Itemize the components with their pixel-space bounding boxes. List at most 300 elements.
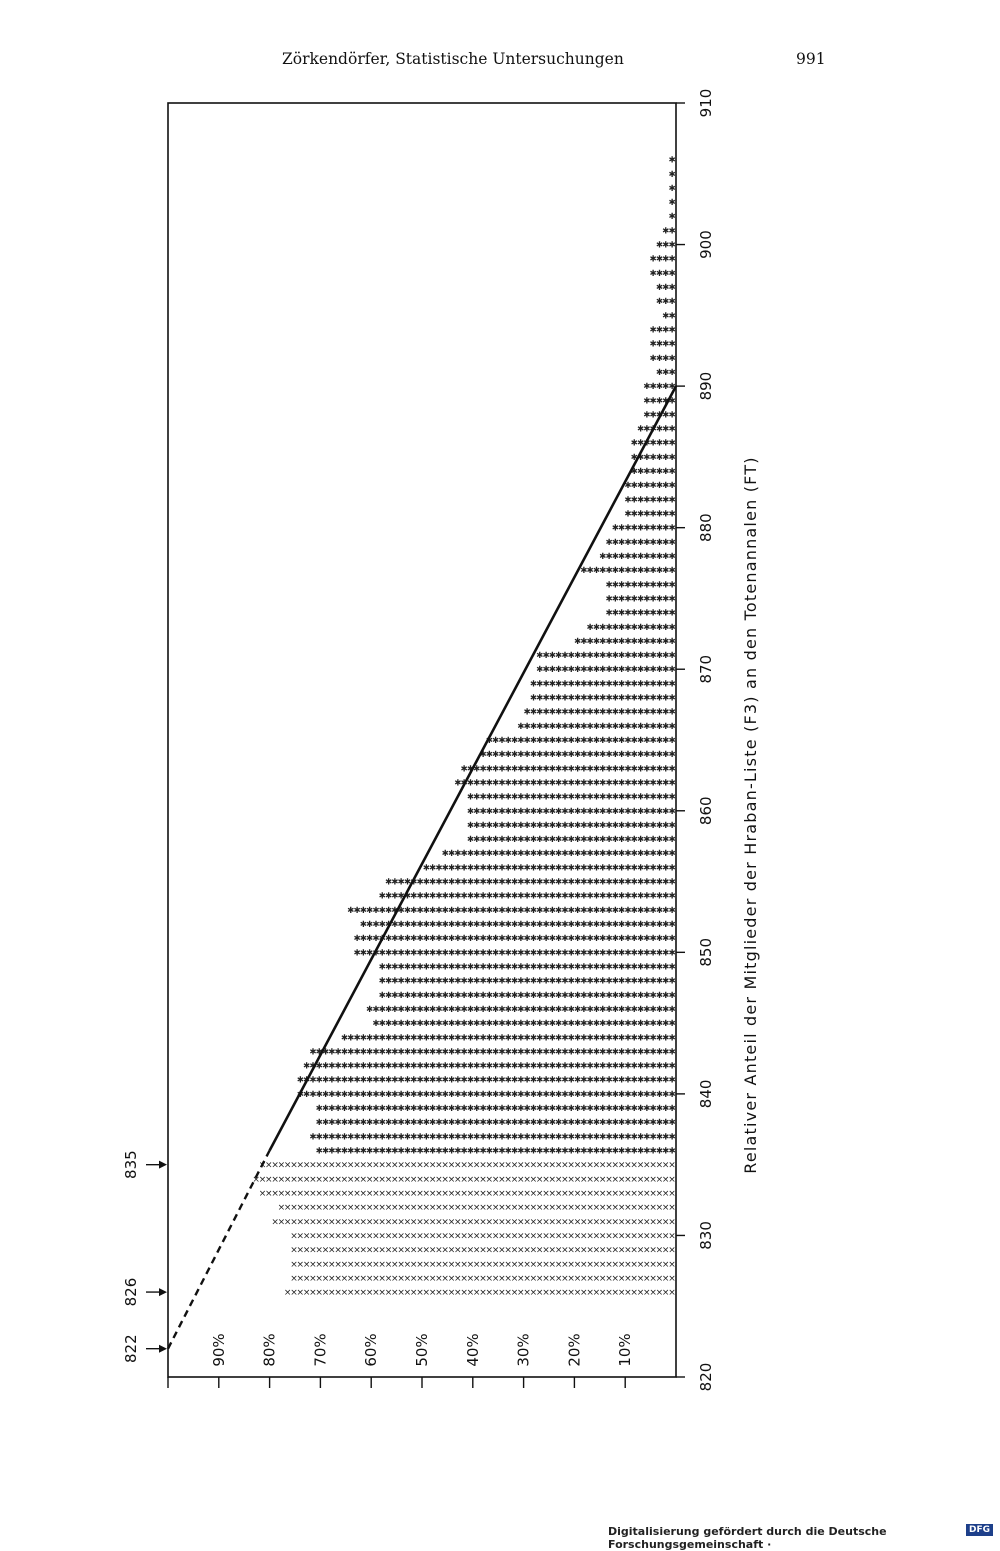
data-point-glyph: ✱	[668, 467, 676, 477]
data-point-glyph: ✱	[649, 467, 657, 477]
page-number: 991	[796, 50, 826, 68]
data-point-glyph: ×	[586, 1231, 594, 1242]
data-point-glyph: ✱	[592, 764, 600, 775]
data-point-glyph: ✱	[460, 1047, 468, 1058]
data-point-glyph: ✱	[529, 1033, 537, 1044]
data-point-glyph: ✱	[473, 1104, 481, 1114]
data-point-glyph: ✱	[649, 1132, 657, 1143]
data-point-glyph: ✱	[479, 1019, 487, 1030]
data-point-glyph: ✱	[592, 636, 600, 647]
data-point-glyph: ×	[668, 1203, 676, 1214]
data-point-glyph: ✱	[662, 679, 670, 690]
data-point-glyph: ✱	[479, 948, 487, 959]
year-tick-label: 880	[697, 513, 715, 542]
data-point-glyph: ✱	[422, 905, 430, 916]
data-point-glyph: ×	[435, 1174, 443, 1185]
data-point-glyph: ✱	[586, 990, 594, 1001]
data-point-glyph: ✱	[542, 1075, 550, 1086]
data-point-glyph: ✱	[662, 552, 670, 562]
data-point-glyph: ✱	[636, 820, 645, 831]
data-point-glyph: ✱	[624, 920, 632, 930]
data-point-glyph: ×	[321, 1189, 330, 1199]
data-point-glyph: ×	[334, 1259, 342, 1270]
data-point-glyph: ×	[315, 1273, 323, 1284]
data-point-glyph: ✱	[479, 920, 487, 930]
data-point-glyph: ×	[359, 1245, 368, 1256]
data-point-glyph: ×	[447, 1259, 456, 1270]
data-point-glyph: ×	[296, 1273, 305, 1284]
data-point-glyph: ✱	[321, 1132, 330, 1143]
data-point-glyph: ✱	[618, 580, 626, 591]
data-point-glyph: ✱	[353, 948, 361, 959]
data-point-glyph: ✱	[441, 849, 449, 860]
data-point-glyph: ×	[580, 1245, 588, 1256]
data-point-glyph: ×	[624, 1245, 632, 1256]
data-point-glyph: ✱	[397, 1019, 405, 1030]
data-point-glyph: ×	[353, 1259, 361, 1270]
data-point-glyph: ✱	[643, 424, 651, 435]
data-point-glyph: ×	[403, 1217, 412, 1228]
data-point-glyph: ✱	[580, 1033, 588, 1044]
data-point-glyph: ✱	[429, 990, 437, 1001]
data-point-glyph: ✱	[649, 580, 657, 591]
data-point-glyph: ✱	[636, 962, 645, 973]
data-point-glyph: ✱	[410, 1019, 418, 1030]
data-point-glyph: ×	[460, 1160, 468, 1171]
data-point-glyph: ✱	[498, 806, 506, 817]
data-point-glyph: ✱	[479, 750, 487, 761]
data-point-glyph: ✱	[662, 580, 670, 591]
data-point-glyph: ✱	[630, 1104, 638, 1114]
data-point-glyph: ✱	[523, 792, 531, 803]
data-point-glyph: ✱	[662, 920, 670, 930]
data-point-glyph: ✱	[391, 1061, 399, 1072]
data-point-glyph: ✱	[668, 537, 676, 548]
data-point-glyph: ✱	[479, 792, 487, 803]
data-point-glyph: ✱	[429, 891, 437, 902]
data-point-glyph: ×	[460, 1245, 468, 1256]
data-point-glyph: ×	[504, 1259, 512, 1270]
data-point-glyph: ✱	[555, 934, 563, 945]
data-point-glyph: ×	[592, 1245, 601, 1256]
data-point-glyph: ✱	[498, 962, 506, 973]
data-point-glyph: ✱	[649, 353, 657, 364]
data-point-glyph: ✱	[422, 877, 430, 888]
data-point-glyph: ✱	[567, 1061, 575, 1072]
data-point-glyph: ✱	[548, 778, 556, 789]
data-point-glyph: ✱	[517, 1075, 525, 1086]
data-point-glyph: ×	[498, 1217, 506, 1228]
data-point-glyph: ✱	[542, 1061, 550, 1072]
data-point-glyph: ✱	[649, 1005, 657, 1015]
data-point-glyph: ×	[561, 1288, 569, 1299]
data-point-glyph: ✱	[643, 1118, 651, 1129]
data-point-glyph: ✱	[548, 721, 556, 732]
data-point-glyph: ✱	[492, 1005, 500, 1015]
data-point-glyph: ✱	[643, 396, 651, 407]
data-point-glyph: ✱	[366, 1104, 374, 1114]
data-point-glyph: ✱	[668, 254, 676, 265]
data-point-glyph: ✱	[636, 863, 645, 874]
data-point-glyph: ✱	[353, 1089, 361, 1100]
data-point-glyph: ✱	[429, 1089, 437, 1100]
data-point-glyph: ✱	[605, 651, 613, 662]
data-point-glyph: ×	[372, 1273, 380, 1284]
data-point-glyph: ×	[391, 1189, 399, 1199]
data-point-glyph: ✱	[542, 990, 550, 1001]
percent-tick-label: 20%	[565, 1333, 584, 1367]
data-point-glyph: ✱	[473, 1019, 481, 1030]
data-point-glyph: ✱	[649, 863, 657, 874]
data-point-glyph: ✱	[649, 1146, 657, 1157]
data-point-glyph: ✱	[573, 806, 582, 817]
data-point-glyph: ✱	[636, 467, 645, 477]
data-point	[303, 1062, 676, 1072]
data-point-glyph: ×	[441, 1273, 449, 1284]
data-point-glyph: ✱	[605, 580, 613, 591]
data-point-glyph: ✱	[649, 820, 657, 831]
data-point-glyph: ✱	[429, 1019, 437, 1030]
data-point-glyph: ✱	[334, 1118, 342, 1129]
data-point-glyph: ✱	[573, 1033, 582, 1044]
data-point-glyph: ×	[416, 1160, 424, 1171]
data-point-glyph: ✱	[536, 736, 544, 746]
data-point-glyph: ✱	[580, 905, 588, 916]
data-point-glyph: ✱	[485, 1019, 493, 1030]
data-point-glyph: ✱	[403, 962, 411, 973]
data-point-glyph: ✱	[580, 948, 588, 959]
data-point-glyph: ✱	[611, 920, 619, 930]
data-point-glyph: ×	[378, 1273, 386, 1284]
chart-points	[252, 156, 675, 1299]
data-point-glyph: ✱	[523, 1047, 531, 1058]
data-point-glyph: ✱	[529, 693, 537, 704]
data-point-glyph: ✱	[643, 608, 651, 619]
data-point-glyph: ✱	[573, 778, 582, 789]
data-point-glyph: ✱	[668, 552, 676, 562]
data-point-glyph: ✱	[567, 905, 575, 916]
data-point-glyph: ✱	[536, 1005, 544, 1015]
data-point-glyph: ✱	[529, 764, 537, 775]
data-point-glyph: ×	[277, 1160, 286, 1171]
data-point-glyph: ✱	[649, 920, 657, 930]
data-point-glyph: ✱	[303, 1089, 311, 1100]
data-point-glyph: ✱	[315, 1146, 323, 1157]
data-point-glyph: ✱	[662, 721, 670, 732]
data-point-glyph: ✱	[548, 679, 556, 690]
data-point-glyph: ✱	[592, 806, 600, 817]
data-point-glyph: ×	[296, 1203, 305, 1214]
data-point-glyph: ✱	[510, 750, 519, 761]
data-point-glyph: ×	[346, 1189, 355, 1199]
data-point-glyph: ✱	[473, 863, 481, 874]
data-point-glyph: ×	[409, 1259, 418, 1270]
data-point-glyph: ✱	[536, 891, 544, 902]
data-point-glyph: ✱	[523, 721, 531, 732]
data-point-glyph: ✱	[328, 1146, 336, 1157]
data-point-glyph: ✱	[636, 750, 645, 761]
data-point-glyph: ✱	[555, 1089, 563, 1100]
data-point-glyph: ✱	[466, 1146, 474, 1157]
data-point-glyph: ✱	[655, 1061, 663, 1072]
data-point-glyph: ✱	[441, 891, 449, 902]
data-point-glyph: ×	[655, 1174, 664, 1185]
data-point-glyph: ✱	[592, 651, 600, 662]
data-point-glyph: ✱	[403, 1118, 411, 1129]
data-point	[605, 580, 675, 590]
data-point-glyph: ✱	[403, 976, 411, 987]
data-point-glyph: ✱	[529, 1047, 537, 1058]
data-point-glyph: ✱	[391, 1019, 399, 1030]
data-point-glyph: ✱	[668, 707, 676, 718]
data-point-glyph: ✱	[498, 820, 506, 831]
data-point	[290, 1246, 676, 1256]
data-point-glyph: ✱	[510, 1061, 519, 1072]
data-point-glyph: ✱	[391, 1104, 399, 1114]
data-point-glyph: ✱	[485, 750, 493, 761]
data-point-glyph: ✱	[580, 778, 588, 789]
data-point-glyph: ×	[391, 1174, 399, 1185]
data-point-glyph: ✱	[624, 1089, 632, 1100]
data-point-glyph: ✱	[586, 736, 594, 746]
data-point-glyph: ×	[636, 1189, 645, 1199]
data-point-glyph: ×	[454, 1231, 462, 1242]
data-point	[631, 439, 676, 449]
data-point-glyph: ✱	[555, 1061, 563, 1072]
data-point-glyph: ×	[296, 1160, 305, 1171]
data-point-glyph: ✱	[630, 636, 638, 647]
data-point-glyph: ✱	[611, 849, 619, 860]
data-point-glyph: ✱	[636, 976, 645, 987]
data-point-glyph: ✱	[492, 736, 500, 746]
data-point	[612, 524, 676, 534]
data-point-glyph: ✱	[662, 905, 670, 916]
data-point-glyph: ×	[611, 1174, 620, 1185]
data-point-glyph: ✱	[372, 1019, 380, 1030]
data-point-glyph: ✱	[353, 1104, 361, 1114]
data-point-glyph: ✱	[391, 1033, 399, 1044]
data-point-glyph: ✱	[403, 1132, 411, 1143]
data-point-glyph: ✱	[630, 552, 638, 562]
data-point-glyph: ×	[416, 1288, 424, 1299]
data-point-glyph: ×	[309, 1174, 317, 1185]
data-point-glyph: ×	[353, 1160, 361, 1171]
data-point	[650, 255, 676, 265]
data-point-glyph: ×	[523, 1273, 531, 1284]
data-point-glyph: ×	[554, 1231, 563, 1242]
data-point-glyph: ✱	[624, 962, 632, 973]
data-point-glyph: ✱	[536, 905, 544, 916]
data-point-glyph: ×	[265, 1189, 273, 1199]
data-point-glyph: ✱	[611, 1019, 619, 1030]
data-point-glyph: ✱	[347, 1089, 355, 1100]
data-point-glyph: ✱	[599, 806, 607, 817]
data-point-glyph: ✱	[643, 410, 651, 421]
data-point-glyph: ✱	[473, 1005, 481, 1015]
data-point-glyph: ✱	[435, 1089, 443, 1100]
data-point	[259, 1189, 676, 1199]
data-point	[668, 184, 675, 194]
data-point-glyph: ×	[535, 1203, 544, 1214]
data-point-glyph: ×	[554, 1288, 563, 1299]
data-point-glyph: ✱	[624, 1146, 632, 1157]
data-point-glyph: ✱	[649, 410, 657, 421]
data-point-glyph: ✱	[334, 1061, 342, 1072]
data-point-glyph: ✱	[555, 1075, 563, 1086]
data-point-glyph: ✱	[542, 764, 550, 775]
data-point-glyph: ✱	[592, 1146, 600, 1157]
data-point-glyph: ✱	[643, 976, 651, 987]
data-point-glyph: ✱	[655, 863, 663, 874]
data-point-glyph: ✱	[529, 990, 537, 1001]
data-point-glyph: ✱	[548, 934, 556, 945]
data-point-glyph: ✱	[447, 849, 456, 860]
data-point-glyph: ✱	[662, 353, 670, 364]
data-point-glyph: ✱	[334, 1075, 342, 1086]
data-point-glyph: ✱	[662, 891, 670, 902]
data-point-glyph: ✱	[403, 1061, 411, 1072]
data-point-glyph: ✱	[504, 1089, 512, 1100]
data-point-glyph: ✱	[655, 339, 663, 350]
data-point-glyph: ✱	[321, 1061, 330, 1072]
data-point-glyph: ✱	[580, 806, 588, 817]
data-point-glyph: ✱	[668, 240, 676, 251]
data-point-glyph: ×	[328, 1160, 336, 1171]
data-point-glyph: ✱	[548, 1033, 556, 1044]
data-point-glyph: ✱	[586, 651, 594, 662]
data-point-glyph: ✱	[630, 1033, 638, 1044]
data-point-glyph: ×	[567, 1203, 575, 1214]
data-point-glyph: ✱	[555, 806, 563, 817]
data-point-glyph: ×	[535, 1288, 544, 1299]
data-point-glyph: ×	[435, 1259, 443, 1270]
data-point-glyph: ✱	[542, 962, 550, 973]
data-point-glyph: ✱	[611, 651, 619, 662]
data-point-glyph: ×	[302, 1231, 311, 1242]
data-point-glyph: ×	[611, 1259, 620, 1270]
data-point-glyph: ✱	[649, 1075, 657, 1086]
data-point-glyph: ✱	[636, 1104, 645, 1114]
data-point-glyph: ✱	[391, 891, 399, 902]
data-point-glyph: ✱	[422, 1005, 430, 1015]
data-point-glyph: ×	[636, 1203, 645, 1214]
data-point-glyph: ✱	[410, 891, 418, 902]
data-point-glyph: ✱	[573, 736, 582, 746]
data-point-glyph: ✱	[624, 820, 632, 831]
data-point-glyph: ✱	[548, 948, 556, 959]
data-point-glyph: ✱	[624, 693, 632, 704]
data-point-glyph: ✱	[542, 693, 550, 704]
data-point-glyph: ✱	[624, 552, 632, 562]
data-point-glyph: ✱	[479, 1104, 487, 1114]
data-point-glyph: ✱	[561, 877, 569, 888]
data-point-glyph: ✱	[573, 962, 582, 973]
data-point-glyph: ✱	[321, 1118, 330, 1129]
data-point-glyph: ✱	[447, 1104, 456, 1114]
data-point-glyph: ✱	[441, 948, 449, 959]
data-point-glyph: ✱	[542, 1118, 550, 1129]
data-point-glyph: ✱	[542, 1005, 550, 1015]
data-point-glyph: ✱	[454, 1033, 462, 1044]
data-point-glyph: ✱	[485, 778, 493, 789]
data-point-glyph: ×	[391, 1160, 399, 1171]
data-point-glyph: ✱	[510, 1075, 519, 1086]
data-point-glyph: ✱	[296, 1075, 304, 1086]
data-point-glyph: ✱	[441, 1104, 449, 1114]
data-point-glyph: ✱	[567, 665, 575, 676]
data-point-glyph: ✱	[662, 396, 670, 407]
data-point-glyph: ×	[605, 1231, 613, 1242]
data-point-glyph: ✱	[447, 920, 456, 930]
data-point-glyph: ×	[598, 1160, 607, 1171]
data-point-glyph: ✱	[662, 594, 670, 605]
data-point-glyph: ×	[479, 1288, 487, 1299]
data-point-glyph: ✱	[523, 736, 531, 746]
data-point-glyph: ×	[592, 1203, 601, 1214]
data-point-glyph: ×	[409, 1203, 418, 1214]
data-point-glyph: ✱	[416, 1118, 424, 1129]
data-point-glyph: ✱	[586, 665, 594, 676]
data-point-glyph: ✱	[655, 240, 663, 251]
data-point-glyph: ✱	[611, 707, 619, 718]
data-point-glyph: ✱	[391, 1047, 399, 1058]
data-point-glyph: ✱	[649, 764, 657, 775]
data-point-glyph: ×	[359, 1288, 368, 1299]
data-point-glyph: ×	[466, 1288, 475, 1299]
data-point-glyph: ×	[554, 1160, 563, 1171]
data-point-glyph: ×	[661, 1245, 670, 1256]
data-point-glyph: ✱	[536, 778, 544, 789]
data-point-glyph: ✱	[410, 905, 418, 916]
data-point-glyph: ✱	[655, 537, 663, 548]
data-point-glyph: ✱	[580, 792, 588, 803]
data-point-glyph: ✱	[662, 254, 670, 265]
data-point-glyph: ✱	[592, 877, 600, 888]
data-point-glyph: ✱	[636, 1132, 645, 1143]
data-point-glyph: ✱	[668, 820, 676, 831]
data-point-glyph: ✱	[586, 693, 594, 704]
data-point-glyph: ✱	[668, 736, 676, 746]
data-point-glyph: ✱	[636, 566, 645, 577]
data-point-glyph: ✱	[403, 934, 411, 945]
data-point-glyph: ×	[649, 1288, 657, 1299]
data-point-glyph: ✱	[429, 1005, 437, 1015]
data-point-glyph: ✱	[466, 863, 474, 874]
data-point-glyph: ✱	[517, 721, 525, 732]
data-point-glyph: ✱	[378, 1075, 386, 1086]
data-point-glyph: ✱	[662, 622, 670, 633]
data-point-glyph: ✱	[624, 778, 632, 789]
data-point-glyph: ✱	[492, 863, 500, 874]
data-point-glyph: ✱	[605, 806, 613, 817]
data-point-glyph: ✱	[668, 693, 676, 704]
data-point-glyph: ✱	[599, 976, 607, 987]
data-point-glyph: ×	[523, 1288, 531, 1299]
data-point-glyph: ✱	[523, 1132, 531, 1143]
data-point-glyph: ×	[428, 1203, 437, 1214]
data-point-glyph: ✱	[662, 792, 670, 803]
data-point-glyph: ✱	[416, 948, 424, 959]
data-point-glyph: ×	[447, 1231, 456, 1242]
data-point-glyph: ✱	[643, 849, 651, 860]
data-point	[353, 948, 675, 958]
data-point-glyph: ×	[365, 1288, 374, 1299]
data-point-glyph: ✱	[498, 835, 506, 846]
data-point-glyph: ×	[548, 1189, 557, 1199]
dfg-logo: DFG	[966, 1524, 993, 1536]
data-point-glyph: ✱	[384, 990, 393, 1001]
data-point-glyph: ×	[328, 1273, 336, 1284]
